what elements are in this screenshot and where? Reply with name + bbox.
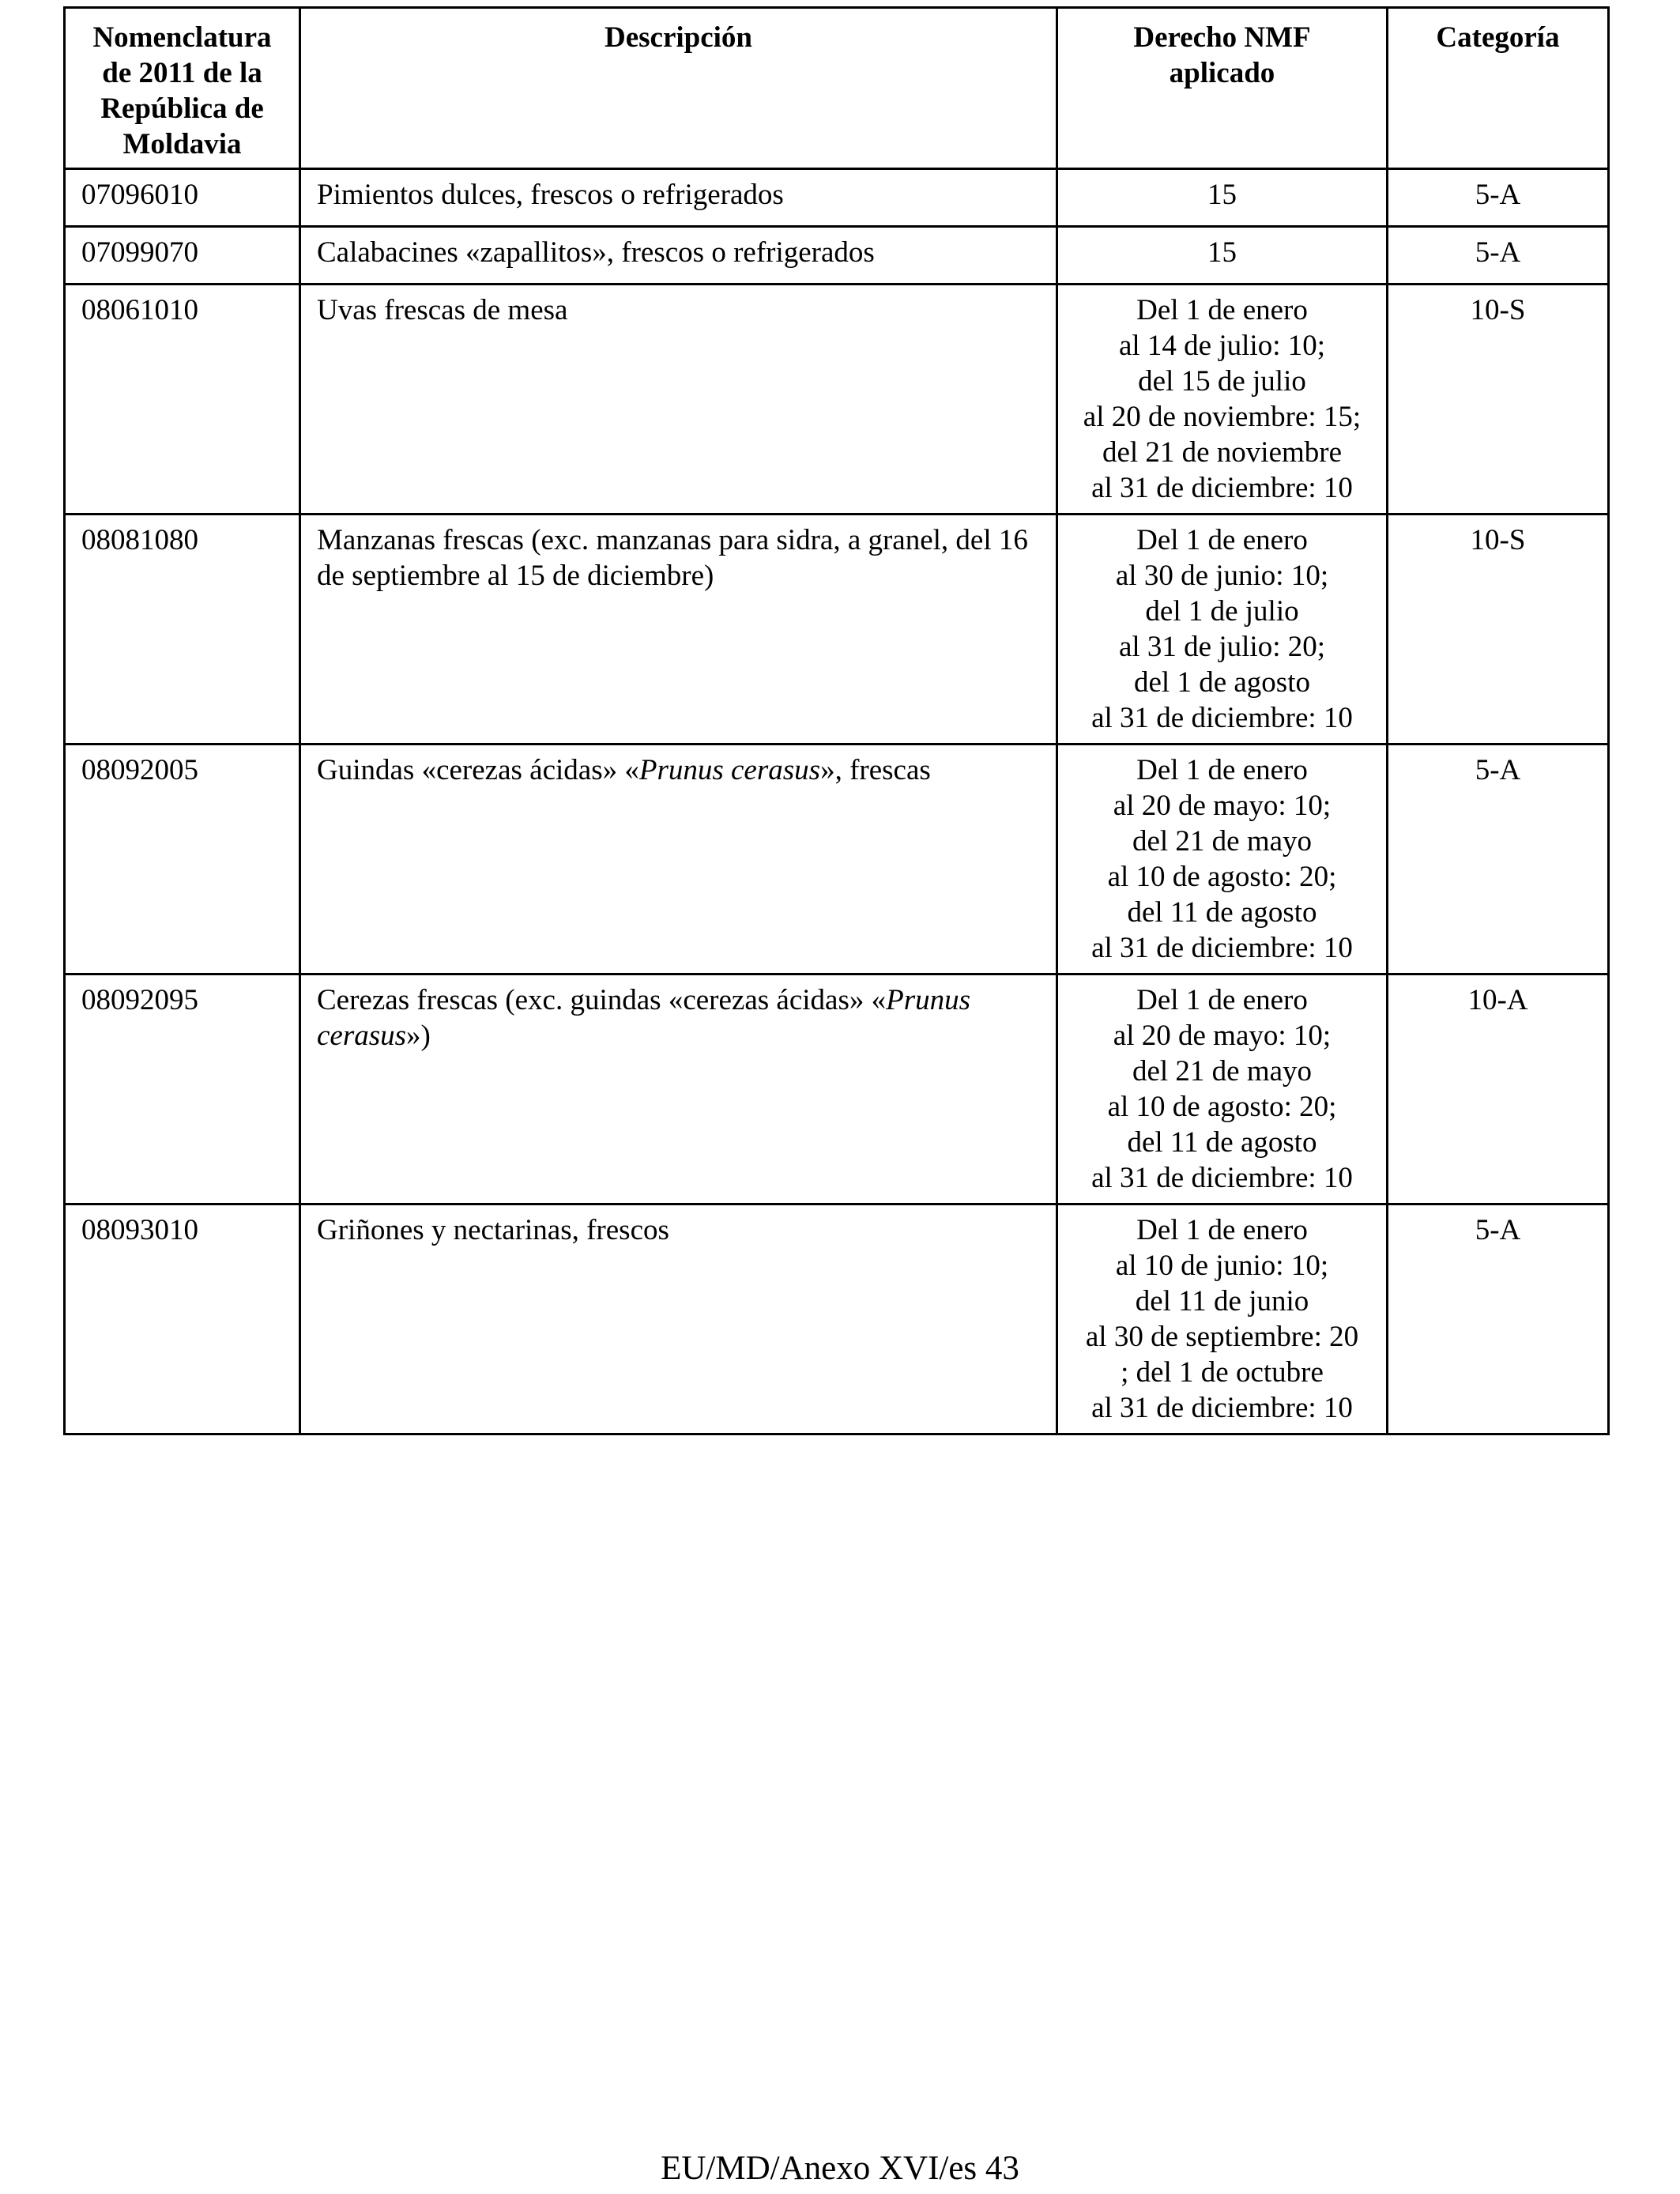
table-row xyxy=(65,974,1609,1204)
description-cell xyxy=(300,515,1057,745)
tariff-code-cell: 08093010 xyxy=(65,1204,300,1434)
description-cell xyxy=(300,974,1057,1204)
description-text: Cerezas frescas (exc. guindas «cerezas ácidas» « xyxy=(317,984,887,1016)
header-description: Descripción xyxy=(300,8,1057,169)
tariff-code-cell: 08092005 xyxy=(65,745,300,974)
description-italic-text: Prunus cerasus xyxy=(638,754,821,786)
table-row xyxy=(65,745,1609,974)
tariff-code-cell: 07096010 xyxy=(65,169,300,227)
duty-line: al 30 de junio: 10; xyxy=(1115,560,1329,592)
header-code-line: República de xyxy=(100,92,264,125)
duty-cell xyxy=(1057,515,1388,745)
description-text: Griñones y nectarinas, frescos xyxy=(317,1214,669,1246)
duty-line: al 31 de julio: 20; xyxy=(1118,631,1326,663)
duty-line: Del 1 de enero xyxy=(1136,754,1308,786)
description-text: Guindas «cerezas ácidas» « xyxy=(317,754,639,786)
description-italic-text: Prunus cerasus xyxy=(317,984,970,1052)
header-code-line: de 2011 de la xyxy=(102,57,262,89)
duty-cell xyxy=(1057,285,1388,515)
duty-line: del 15 de julio xyxy=(1138,365,1306,398)
table-row xyxy=(65,1204,1609,1434)
duty-line: del 11 de agosto xyxy=(1127,896,1317,929)
duty-line: al 31 de diciembre: 10 xyxy=(1091,1392,1353,1424)
category-cell: 5-A xyxy=(1388,169,1609,227)
table-row xyxy=(65,515,1609,745)
description-cell xyxy=(300,745,1057,974)
duty-line: del 11 de junio xyxy=(1135,1285,1309,1318)
page-footer: EU/MD/Anexo XVI/es 43 xyxy=(661,2150,1019,2187)
tariff-code-cell: 08061010 xyxy=(65,285,300,515)
duty-line: al 31 de diciembre: 10 xyxy=(1091,932,1353,964)
description-text: Calabacines «zapallitos», frescos o refrigerados xyxy=(317,236,875,269)
duty-line: al 20 de mayo: 10; xyxy=(1113,1020,1332,1052)
header-duty-line: Derecho NMF xyxy=(1133,21,1311,54)
category-cell: 5-A xyxy=(1388,745,1609,974)
duty-line: 15 xyxy=(1207,179,1237,211)
duty-line: del 1 de julio xyxy=(1145,595,1299,628)
description-text: Pimientos dulces, frescos o refrigerados xyxy=(317,179,784,211)
duty-line: al 31 de diciembre: 10 xyxy=(1091,472,1353,504)
duty-line: al 20 de noviembre: 15; xyxy=(1083,401,1362,433)
table-row xyxy=(65,285,1609,515)
tariff-table xyxy=(63,6,1610,1435)
duty-line: del 1 de agosto xyxy=(1134,666,1310,699)
category-cell: 10-S xyxy=(1388,515,1609,745)
duty-line: Del 1 de enero xyxy=(1136,1214,1308,1246)
header-code-line: Moldavia xyxy=(122,128,242,160)
header-duty-line: aplicado xyxy=(1169,57,1275,89)
duty-line: al 10 de agosto: 20; xyxy=(1107,861,1337,893)
description-text: », frescas xyxy=(820,754,931,786)
duty-line: del 21 de mayo xyxy=(1132,1055,1313,1088)
duty-line: al 30 de septiembre: 20 xyxy=(1085,1321,1359,1353)
duty-line: al 20 de mayo: 10; xyxy=(1113,790,1332,822)
header-code xyxy=(65,8,300,169)
category-cell: 10-S xyxy=(1388,285,1609,515)
category-cell: 10-A xyxy=(1388,974,1609,1204)
tariff-code-cell: 08081080 xyxy=(65,515,300,745)
duty-line: al 31 de diciembre: 10 xyxy=(1091,1162,1353,1194)
duty-cell xyxy=(1057,227,1388,285)
duty-line: Del 1 de enero xyxy=(1136,984,1308,1016)
description-text: Manzanas frescas (exc. manzanas para sidra, a granel, del 16 de septiembre al 15 de diciembre) xyxy=(317,524,1028,592)
category-cell: 5-A xyxy=(1388,227,1609,285)
duty-line: ; del 1 de octubre xyxy=(1121,1356,1324,1389)
duty-line: al 14 de julio: 10; xyxy=(1118,330,1326,362)
description-cell xyxy=(300,285,1057,515)
tariff-code-cell: 07099070 xyxy=(65,227,300,285)
header-duty xyxy=(1057,8,1388,169)
duty-line: 15 xyxy=(1207,236,1237,269)
table-header-row xyxy=(65,8,1609,169)
duty-cell xyxy=(1057,745,1388,974)
description-cell xyxy=(300,1204,1057,1434)
duty-line: del 21 de mayo xyxy=(1132,825,1313,858)
header-category: Categoría xyxy=(1388,8,1609,169)
duty-cell xyxy=(1057,169,1388,227)
category-cell: 5-A xyxy=(1388,1204,1609,1434)
duty-cell xyxy=(1057,1204,1388,1434)
duty-line: Del 1 de enero xyxy=(1136,524,1308,556)
table-row xyxy=(65,169,1609,227)
duty-line: al 31 de diciembre: 10 xyxy=(1091,702,1353,734)
description-text: ») xyxy=(406,1020,431,1052)
header-code-line: Nomenclatura xyxy=(92,21,272,54)
table-body xyxy=(65,169,1609,1434)
duty-line: del 21 de noviembre xyxy=(1102,436,1343,469)
duty-line: Del 1 de enero xyxy=(1136,294,1308,326)
description-text: Uvas frescas de mesa xyxy=(317,294,568,326)
duty-line: al 10 de junio: 10; xyxy=(1115,1250,1329,1282)
table-row xyxy=(65,227,1609,285)
description-cell xyxy=(300,227,1057,285)
duty-line: del 11 de agosto xyxy=(1127,1126,1317,1159)
duty-cell xyxy=(1057,974,1388,1204)
duty-line: al 10 de agosto: 20; xyxy=(1107,1091,1337,1123)
tariff-code-cell: 08092095 xyxy=(65,974,300,1204)
description-cell xyxy=(300,169,1057,227)
